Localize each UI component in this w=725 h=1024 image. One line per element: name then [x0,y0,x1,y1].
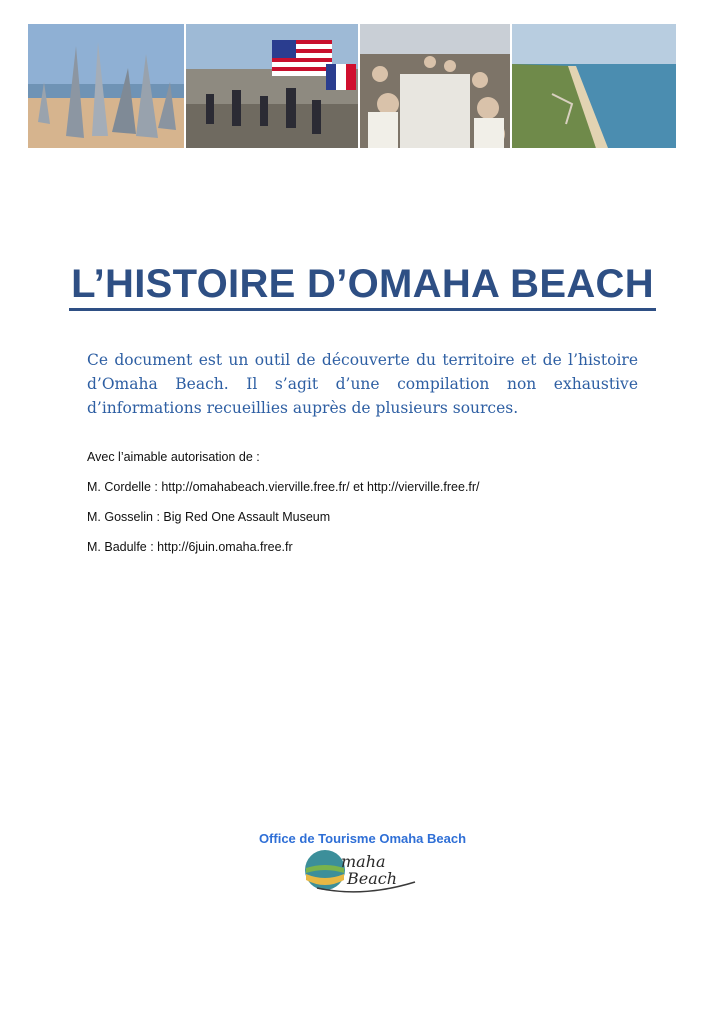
document-title [0,262,725,307]
credit-line: M. Badulfe : http://6juin.omaha.free.fr [87,540,293,554]
coastline-photo [512,24,676,148]
office-name: Office de Tourisme Omaha Beach [258,831,467,846]
credits-heading: Avec l’aimable autorisation de : [87,450,260,464]
intro-paragraph: Ce document est un outil de découverte du territoire et de l’histoire d’Omaha Beach. Il s’agit d’une compilation non exhaustive d’informations recueillies auprès de plusieurs sources. [87,351,638,417]
credits-section [87,450,647,570]
flags-photo [186,24,358,148]
banquet-photo [360,24,510,148]
document-title-text: L’HISTOIRE D’OMAHA BEACH [69,262,656,311]
header-photo-strip [28,24,676,148]
credit-line: M. Gosselin : Big Red One Assault Museum [87,510,331,524]
credit-line: M. Cordelle : http://omahabeach.vierville.free.fr/ et http://vierville.free.fr/ [87,480,480,494]
svg-text:Beach: Beach [347,869,398,888]
memorial-photo [28,24,184,148]
svg-text:maha: maha [341,852,386,871]
omaha-beach-logo [303,846,421,894]
